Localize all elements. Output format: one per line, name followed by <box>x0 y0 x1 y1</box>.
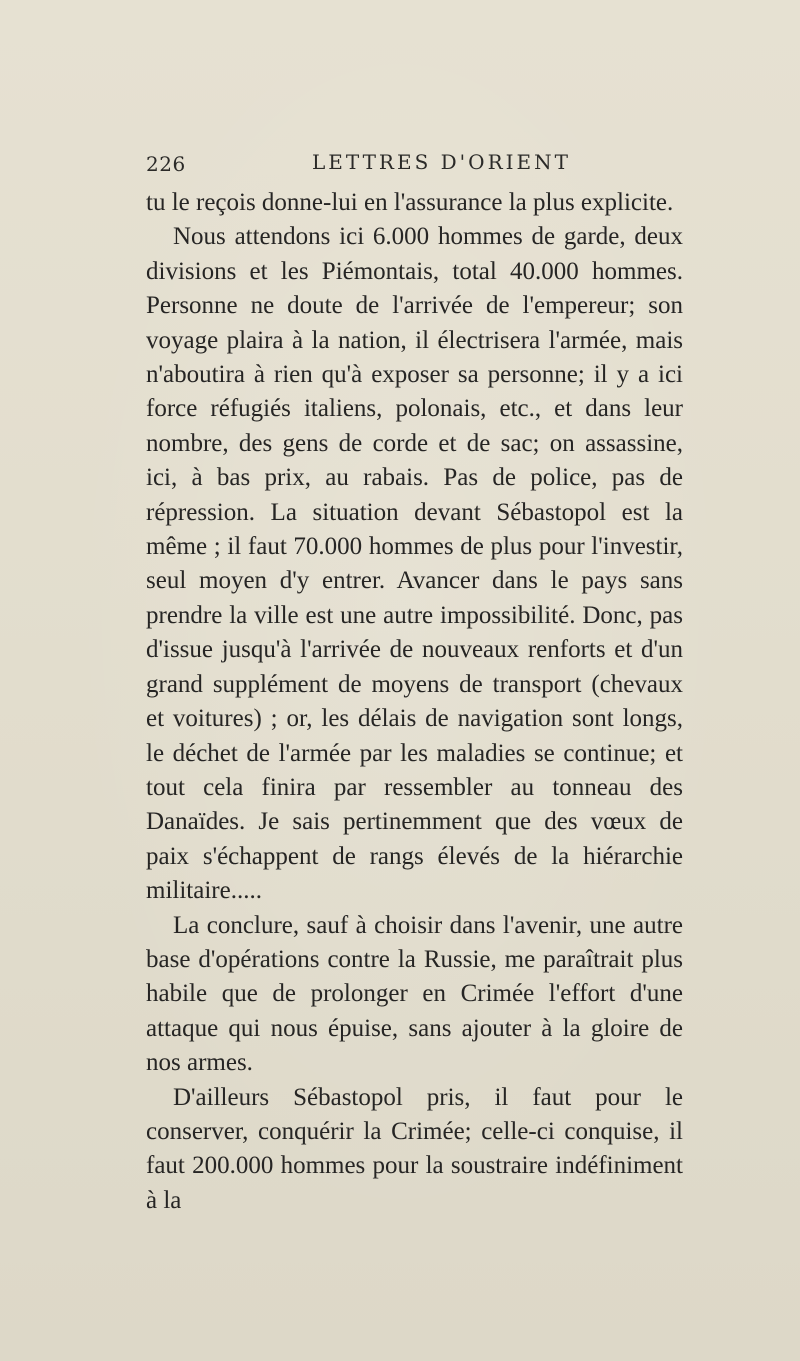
paragraph-4: D'ailleurs Sébastopol pris, il faut pour le conserver, conquérir la Crimée; celle-ci conquise, il faut 200.000 hommes pour la soustraire indéfiniment à la <box>146 1083 683 1214</box>
running-head: LETTRES D'ORIENT <box>312 150 571 174</box>
paragraph-1: tu le reçois donne-lui en l'assurance la plus explicite. <box>146 189 674 216</box>
page-header <box>146 146 686 176</box>
page-number: 226 <box>146 152 186 176</box>
paragraph-3: La conclure, sauf à choisir dans l'avenir, une autre base d'opérations contre la Russie, me paraîtrait plus habile que de prolonger en Crimée l'effort d'une attaque qui nous épuise, sans ajouter à la gloire de nos armes. <box>146 911 683 1077</box>
body-text <box>146 186 683 1218</box>
paragraph-2: Nous attendons ici 6.000 hommes de garde, deux divisions et les Piémontais, total 40.000 hommes. Personne ne doute de l'arrivée de l'empereur; son voyage plaira à la nation, il électrisera l'armée, mais n'aboutira à rien qu'à exposer sa personne; il y a ici force réfugiés italiens, polonais, etc., et dans leur nombre, des gens de corde et de sac; on assassine, ici, à bas prix, au rabais. Pas de police, pas de répression. La situation devant Sébastopol est la même ; il faut 70.000 hommes de plus pour l'investir, seul moyen d'y entrer. Avancer dans le pays sans prendre la ville est une autre impossibilité. Donc, pas d'issue jusqu'à l'arrivée de nouveaux renforts et d'un grand supplément de moyens de transport (chevaux et voitures) ; or, les délais de navigation sont longs, le déchet de l'armée par les maladies se continue; et tout cela finira par ressembler au tonneau des Danaïdes. Je sais pertinemment que des vœux de paix s'échappent de rangs élevés de la hiérarchie militaire..... <box>146 223 683 905</box>
